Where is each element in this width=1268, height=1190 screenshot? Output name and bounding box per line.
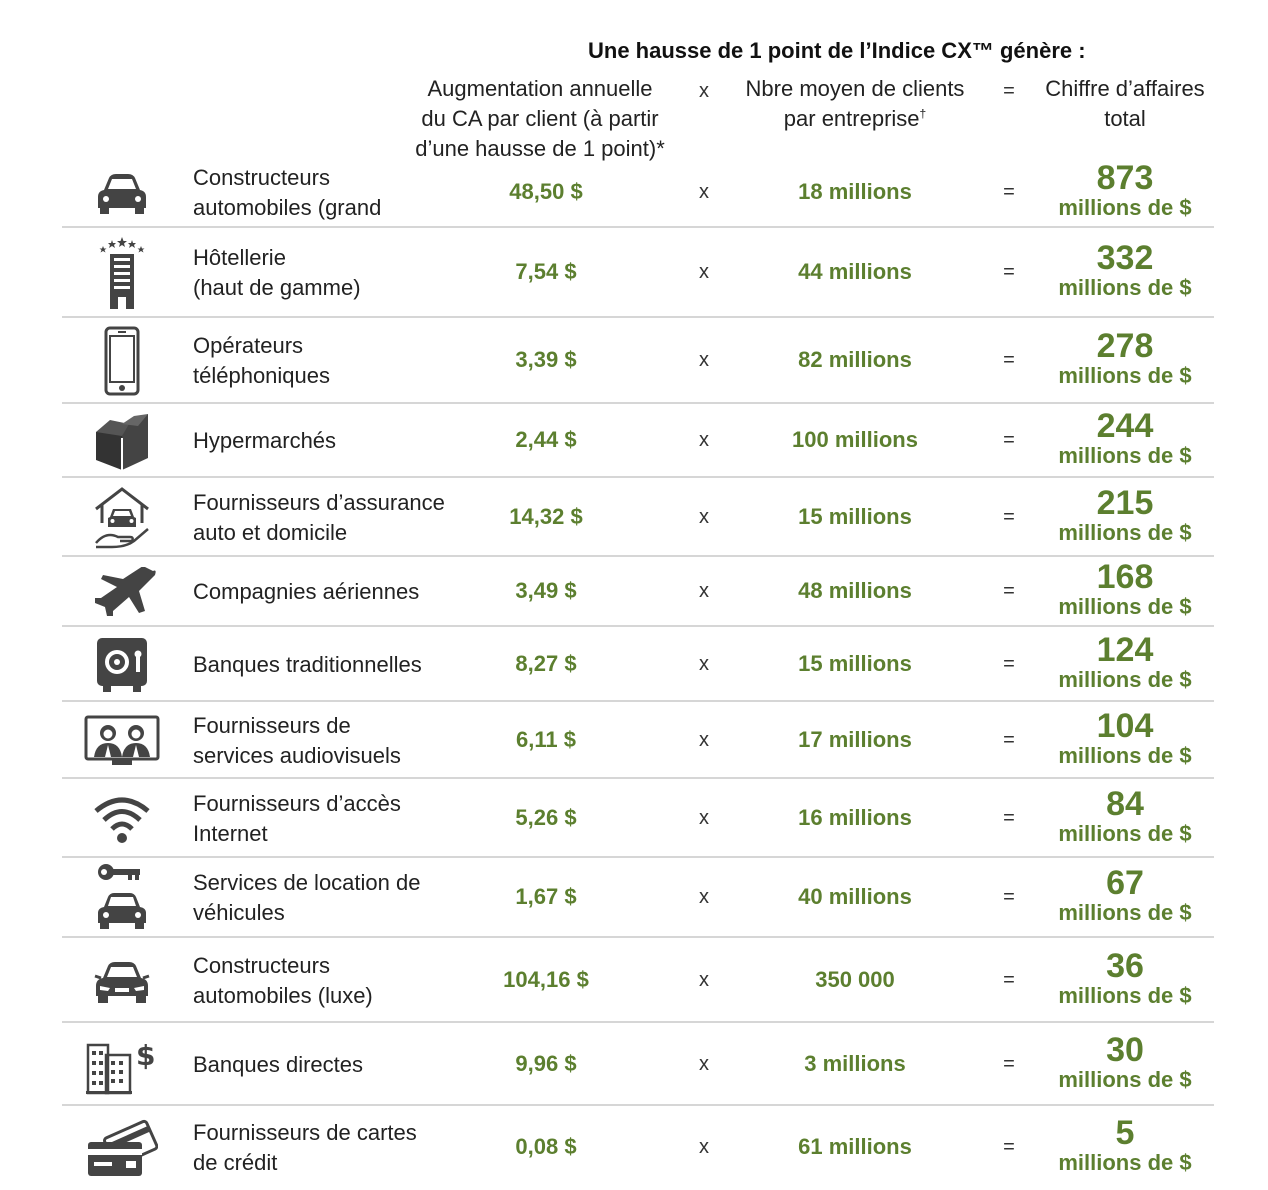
equals-operator: = <box>1003 1052 1015 1075</box>
revenue-increase-value: 2,44 $ <box>515 427 577 452</box>
total-revenue-unit: millions de $ <box>1058 443 1192 468</box>
total-revenue-unit: millions de $ <box>1058 1066 1192 1092</box>
total-revenue-unit: millions de $ <box>1058 982 1192 1008</box>
equals-operator: = <box>1003 806 1015 829</box>
customers-value: 100 millions <box>792 427 918 452</box>
industry-label-line: Constructeurs <box>193 952 330 978</box>
times-operator: x <box>699 1136 709 1158</box>
total-revenue-value: 873 <box>1096 159 1154 197</box>
customers-value: 15 millions <box>798 650 912 676</box>
industry-label <box>193 331 483 391</box>
revenue-increase-value: 3,49 $ <box>515 578 577 603</box>
total-revenue <box>1040 560 1210 620</box>
customers-value: 18 millions <box>798 179 912 204</box>
industry-label-line: auto et domicile <box>193 519 348 545</box>
customers-value: 48 millions <box>798 578 912 603</box>
total-revenue <box>1040 483 1210 546</box>
total-revenue <box>1040 329 1210 389</box>
header-times-operator: x <box>699 80 709 102</box>
table-row <box>62 228 1214 318</box>
column-header-customers-line <box>730 104 980 134</box>
column-header-increase-line: du CA par client (à partir <box>421 106 659 131</box>
total-revenue-value: 5 <box>1115 1114 1135 1152</box>
revenue-increase-value: 14,32 $ <box>509 503 583 529</box>
industry-label-line: Compagnies aériennes <box>193 579 420 604</box>
total-revenue-value: 215 <box>1096 483 1154 522</box>
total-revenue-value: 278 <box>1096 327 1154 365</box>
total-revenue-unit: millions de $ <box>1058 820 1192 846</box>
hotel-icon <box>84 237 160 309</box>
equals-operator: = <box>1003 261 1015 283</box>
industry-label-line: automobiles (luxe) <box>193 982 373 1008</box>
equals-operator: = <box>1003 886 1015 908</box>
column-header-increase-line: d’une hausse de 1 point)* <box>415 136 665 161</box>
revenue-increase-value: 9,96 $ <box>515 1050 577 1076</box>
table-row <box>62 1023 1214 1106</box>
industry-label <box>193 711 483 771</box>
customers-value: 82 millions <box>798 347 912 372</box>
revenue-increase-value: 48,50 $ <box>509 179 583 204</box>
equals-operator: = <box>1003 580 1015 602</box>
industry-label-line: Banques traditionnelles <box>193 651 422 677</box>
table-row <box>62 938 1214 1023</box>
table-row <box>62 1106 1214 1190</box>
industry-label-line: Services de location de <box>193 870 421 895</box>
table-row <box>62 557 1214 627</box>
times-operator: x <box>699 728 709 751</box>
total-revenue-unit: millions de $ <box>1058 275 1192 300</box>
times-operator: x <box>699 429 709 451</box>
safe-icon <box>84 629 160 701</box>
total-revenue <box>1040 161 1210 221</box>
customers-value: 3 millions <box>804 1050 906 1076</box>
total-revenue <box>1040 706 1210 769</box>
industry-label-line: services audiovisuels <box>193 742 401 768</box>
total-revenue <box>1040 946 1210 1009</box>
industry-label <box>193 1050 483 1080</box>
credit-cards-icon <box>84 1112 160 1184</box>
luxury-car-icon <box>84 945 160 1017</box>
table-row <box>62 158 1214 228</box>
column-header-increase-line: Augmentation annuelle <box>427 76 653 101</box>
times-operator: x <box>699 349 709 371</box>
total-revenue-value: 332 <box>1096 239 1154 277</box>
customers-value: 40 millions <box>798 884 912 909</box>
car-icon <box>84 157 160 229</box>
bank-building-icon <box>84 1029 160 1101</box>
table-row <box>62 779 1214 858</box>
equals-operator: = <box>1003 728 1015 751</box>
box-icon <box>84 405 160 477</box>
industry-label-line: Fournisseurs de cartes <box>193 1120 417 1145</box>
tv-people-icon <box>84 705 160 777</box>
equals-operator: = <box>1003 968 1015 991</box>
total-revenue-unit: millions de $ <box>1058 363 1192 388</box>
table-row <box>62 318 1214 404</box>
column-header-total-line: Chiffre d’affaires <box>1045 76 1205 101</box>
industry-label-line: Hôtellerie <box>193 245 286 270</box>
industry-label-line: Fournisseurs d’accès <box>193 790 401 816</box>
times-operator: x <box>699 886 709 908</box>
industry-label <box>193 488 483 548</box>
total-revenue-value: 104 <box>1096 706 1154 745</box>
total-revenue-value: 36 <box>1106 946 1144 985</box>
total-revenue-value: 67 <box>1106 864 1144 902</box>
times-operator: x <box>699 652 709 675</box>
column-header-customers <box>730 74 980 134</box>
customers-value: 17 millions <box>798 726 912 752</box>
smartphone-icon <box>84 325 160 397</box>
total-revenue <box>1040 866 1210 926</box>
times-operator: x <box>699 181 709 203</box>
industry-label-line: Constructeurs <box>193 165 330 190</box>
revenue-increase-value: 3,39 $ <box>515 347 577 372</box>
table-row <box>62 702 1214 779</box>
revenue-increase-value: 5,26 $ <box>515 804 577 830</box>
total-revenue-value: 84 <box>1106 784 1144 823</box>
customers-value: 350 000 <box>815 966 895 992</box>
industry-label <box>193 1118 483 1178</box>
industry-label-line: (haut de gamme) <box>193 275 361 300</box>
industry-label <box>193 951 483 1011</box>
industry-label-line: Fournisseurs de <box>193 712 351 738</box>
total-revenue-value: 124 <box>1096 630 1154 669</box>
industry-label-line: de crédit <box>193 1150 278 1175</box>
industry-label <box>193 650 483 680</box>
revenue-increase-value: 7,54 $ <box>515 259 577 284</box>
total-revenue-unit: millions de $ <box>1058 742 1192 768</box>
times-operator: x <box>699 261 709 283</box>
equals-operator: = <box>1003 181 1015 203</box>
customers-value: 44 millions <box>798 259 912 284</box>
industry-label-line: téléphoniques <box>193 363 331 388</box>
home-car-hand-icon <box>84 482 160 554</box>
industry-label-line: Hypermarchés <box>193 428 337 453</box>
industry-label <box>193 426 483 456</box>
total-revenue-unit: millions de $ <box>1058 1150 1192 1175</box>
times-operator: x <box>699 806 709 829</box>
total-revenue-unit: millions de $ <box>1058 666 1192 692</box>
svg-text:$: $ <box>136 1038 156 1072</box>
industry-label-line: Opérateurs <box>193 333 304 358</box>
industry-label-line: Internet <box>193 820 268 846</box>
column-header-total <box>1030 74 1220 134</box>
table-row <box>62 478 1214 557</box>
header-equals-operator: = <box>1003 80 1015 102</box>
key-car-icon <box>84 862 160 934</box>
column-header-customers-text: par entreprise <box>783 106 920 131</box>
industry-label-line: Fournisseurs d’assurance <box>193 489 445 515</box>
revenue-increase-value: 104,16 $ <box>503 966 589 992</box>
revenue-increase-value: 6,11 $ <box>516 726 576 752</box>
equals-operator: = <box>1003 652 1015 675</box>
industry-label <box>193 868 483 928</box>
industry-label <box>193 789 483 849</box>
total-revenue <box>1040 630 1210 693</box>
table-title: Une hausse de 1 point de l’Indice CX™ génère : <box>588 38 1086 63</box>
customers-value: 61 millions <box>798 1134 912 1159</box>
total-revenue-unit: millions de $ <box>1058 594 1192 619</box>
industry-label <box>193 243 483 303</box>
total-revenue-unit: millions de $ <box>1058 519 1192 545</box>
revenue-increase-value: 1,67 $ <box>515 884 577 909</box>
table-row <box>62 858 1214 938</box>
dagger-mark: † <box>919 106 927 121</box>
revenue-increase-value: 0,08 $ <box>515 1134 577 1159</box>
industry-label-line: automobiles (grand <box>193 195 382 220</box>
table-row <box>62 627 1214 702</box>
equals-operator: = <box>1003 429 1015 451</box>
customers-value: 16 millions <box>798 804 912 830</box>
total-revenue <box>1040 1030 1210 1093</box>
wifi-icon <box>84 783 160 855</box>
total-revenue-value: 30 <box>1106 1030 1144 1069</box>
total-revenue <box>1040 1116 1210 1176</box>
total-revenue <box>1040 784 1210 847</box>
industry-label <box>193 577 483 607</box>
times-operator: x <box>699 1052 709 1075</box>
industry-label-line: Banques directes <box>193 1051 363 1077</box>
column-header-total-line: total <box>1104 106 1146 131</box>
equals-operator: = <box>1003 349 1015 371</box>
total-revenue-value: 168 <box>1096 558 1154 596</box>
total-revenue-unit: millions de $ <box>1058 195 1192 220</box>
column-header-customers-line: Nbre moyen de clients <box>745 76 965 101</box>
column-header-increase <box>395 74 685 164</box>
total-revenue-unit: millions de $ <box>1058 900 1192 925</box>
times-operator: x <box>699 505 709 528</box>
revenue-increase-value: 8,27 $ <box>515 650 577 676</box>
times-operator: x <box>699 580 709 602</box>
equals-operator: = <box>1003 1136 1015 1158</box>
times-operator: x <box>699 968 709 991</box>
airplane-icon <box>84 556 160 628</box>
total-revenue <box>1040 241 1210 301</box>
table-row <box>62 404 1214 478</box>
equals-operator: = <box>1003 505 1015 528</box>
total-revenue-value: 244 <box>1096 407 1154 445</box>
industry-label <box>193 163 483 223</box>
customers-value: 15 millions <box>798 503 912 529</box>
total-revenue <box>1040 409 1210 469</box>
industry-label-line: véhicules <box>193 900 285 925</box>
